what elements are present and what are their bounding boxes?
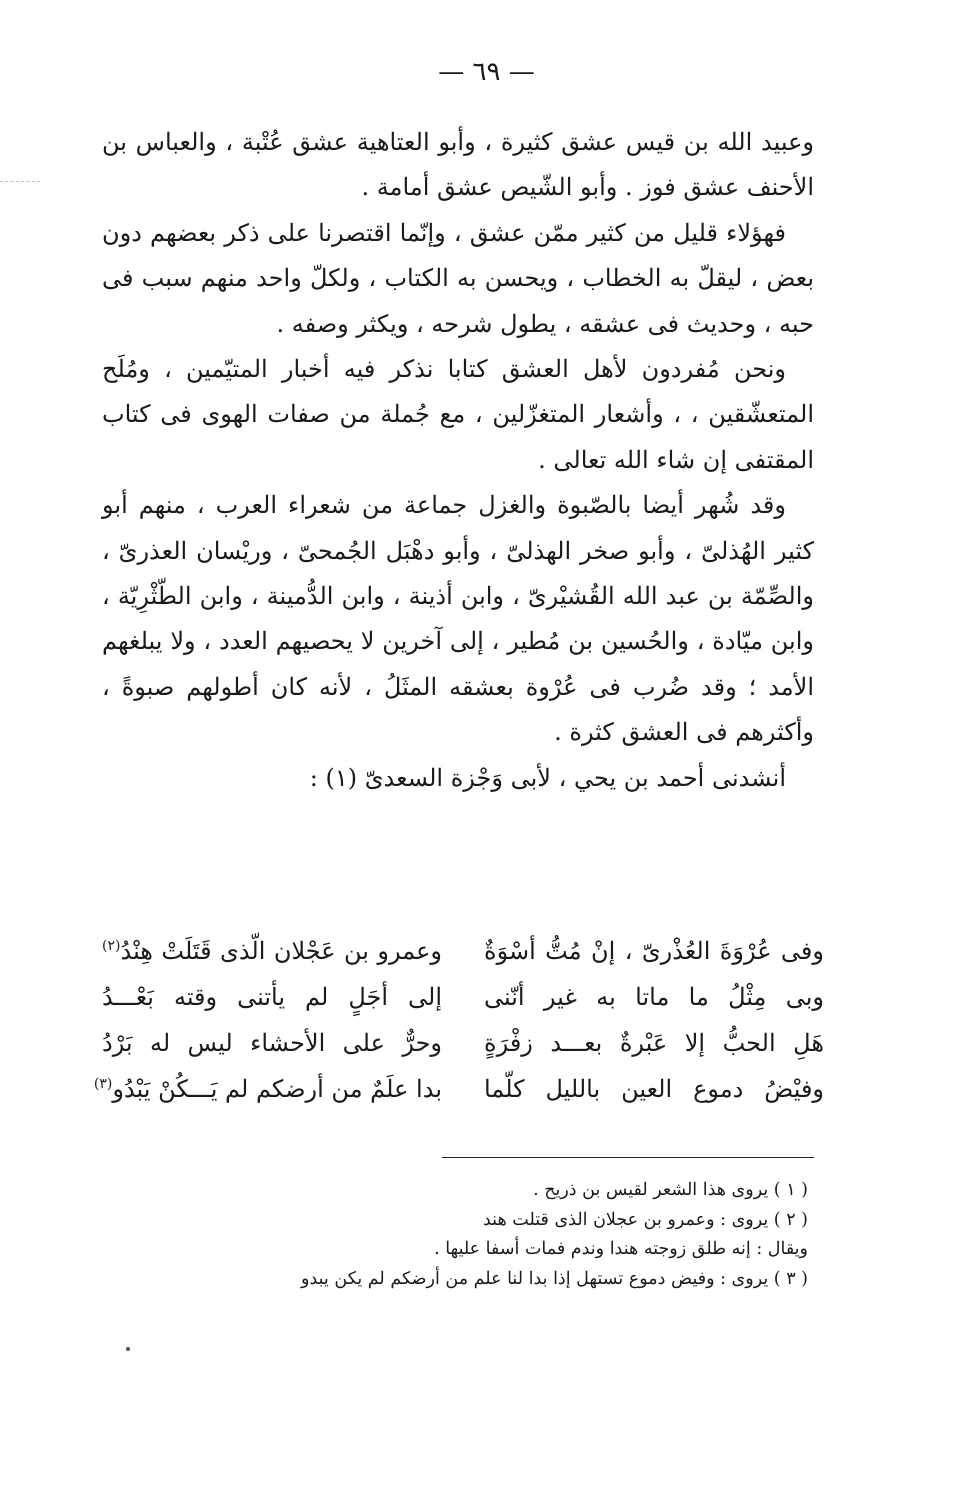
footnote-marker-2: (٢) — [102, 938, 121, 954]
verse-3-second-hemistich: وحرٌّ على الأحشاء ليس له بَرْدُ — [102, 1029, 442, 1057]
page-number: — ٦٩ — — [438, 57, 535, 87]
footnote-1: ( ١ ) يروى هذا الشعر لقيس بن ذريح . — [533, 1180, 808, 1200]
verse-1-second-text: وعمرو بن عَجْلان الّذى قَتَلَتْ هِنْدُ — [120, 937, 442, 965]
footnote-2-continued: ويقال : إنه طلق زوجته هندا وندم فمات أسفا عليها . — [434, 1239, 808, 1259]
verse-1 — [102, 928, 824, 974]
footnote-3: ( ٣ ) يروى : وفيض دموع تستهل إذا بدا لنا علم من أرضكم لم يكن يبدو — [301, 1268, 808, 1289]
poem — [93, 928, 824, 1112]
verse-3 — [102, 1020, 824, 1066]
verse-4 — [93, 1066, 824, 1112]
footnotes — [98, 1176, 808, 1294]
verse-1-second-hemistich — [102, 928, 442, 974]
poem-intro: أنشدنى أحمد بن يحي ، لأبى وَجْزة السعدىّ (١) : — [309, 763, 786, 792]
verse-2 — [102, 974, 824, 1020]
paragraph-1: وعبيد الله بن قيس عشق كثيرة ، وأبو العتاهية عشق عُتْبة ، والعباس بن الأحنف عشق فوز . وأبو الشّيص عشق أمامة . — [102, 128, 814, 202]
verse-4-second-text: بدا علَمٌ من أرضكم لم يَـــكُنْ يَبْدُو — [112, 1075, 442, 1103]
footnote-marker-3: (٣) — [93, 1076, 113, 1092]
footnote-2: ( ٢ ) يروى : وعمرو بن عجلان الذى قتلت هند — [483, 1209, 808, 1230]
paragraph-4: وقد شُهر أيضا بالصّبوة والغزل جماعة من شعراء العرب ، منهم أبو كثير الهُذلىّ ، وأبو صخر الهذلىّ ، وأبو دهْبَل الجُمحىّ ، وريْسان العذرىّ ، والصِّمّة بن عبد الله القُشيْرىّ ، وابن أذينة ، وابن الدُّمينة ، وابن الطّثْرِيّة ، وابن ميّادة ، والحُسين بن مُطير ، إلى آخرين لا يحصيهم العدد ، ولا يبلغهم الأمد ؛ وقد ضُرب فى عُرْوة بعشقه المثَلُ ، لأنه كان أطولهم صبوةً ، وأكثرهم فى العشق كثرة . — [102, 491, 814, 747]
verse-2-second-hemistich: إلى أجَلٍ لم يأتنى وقته بَعْـــدُ — [102, 983, 442, 1011]
verse-2-first-hemistich: وبى مِثْلُ ما ماتا به غير أنّنى — [484, 983, 824, 1011]
body-text — [102, 120, 814, 801]
verse-3-first-hemistich: هَلِ الحبُّ إلا عَبْرةٌ بعـــد زفْرَةٍ — [484, 1029, 824, 1057]
footnote-divider — [442, 1157, 814, 1158]
paragraph-2: فهؤلاء قليل من كثير ممّن عشق ، وإنّما اقتصرنا على ذكر بعضهم دون بعض ، ليقلّ به الخطاب ، ويحسن به الكتاب ، ولكلّ واحد منهم سبب فى حبه ، وحديث فى عشقه ، يطول شرحه ، ويكثر وصفه . — [102, 218, 814, 338]
verse-4-first-hemistich: وفيْضُ دموع العين بالليل كلّما — [484, 1075, 824, 1103]
verse-4-second-hemistich — [93, 1066, 442, 1112]
scan-dot — [126, 1347, 130, 1351]
verse-1-first-hemistich: وفى عُرْوَةَ العُذْرىّ ، إنْ مُتُّ أسْوَةٌ — [484, 937, 824, 965]
paragraph-3: ونحن مُفردون لأهل العشق كتابا نذكر فيه أخبار المتيّمين ، ومُلَح المتعشّقين ، ، وأشعار المتغزّلين ، مع جُملة من صفات الهوى فى كتاب المقتفى إن شاء الله تعالى . — [102, 355, 814, 474]
margin-mark — [0, 181, 40, 182]
